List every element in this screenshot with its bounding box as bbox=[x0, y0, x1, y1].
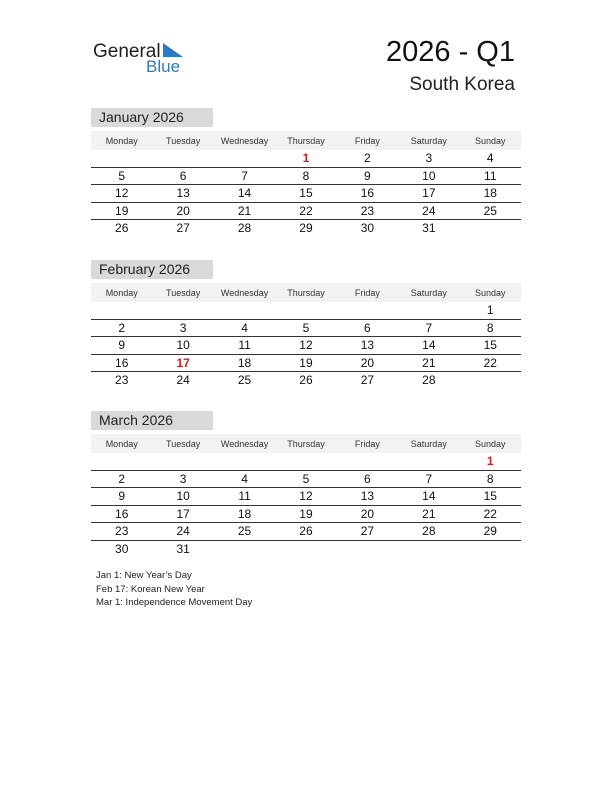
weekday-header: Wednesday bbox=[214, 283, 275, 302]
day-cell: 30 bbox=[115, 541, 129, 556]
day-cell: 8 bbox=[460, 319, 521, 337]
day-cell: 9 bbox=[91, 488, 152, 506]
day-cell: 16 bbox=[91, 505, 152, 523]
week-row bbox=[91, 337, 521, 355]
day-cell: 5 bbox=[275, 470, 336, 488]
day-cell: 1 bbox=[460, 302, 521, 319]
day-cell: 2 bbox=[91, 470, 152, 488]
day-cell bbox=[337, 540, 398, 557]
week-row bbox=[91, 470, 521, 488]
day-cell: 16 bbox=[337, 185, 398, 203]
weekday-header-row bbox=[91, 434, 521, 453]
holiday-note: Jan 1: New Year’s Day bbox=[96, 570, 192, 581]
weekday-header: Thursday bbox=[275, 434, 336, 453]
day-cell: 23 bbox=[337, 202, 398, 220]
weekday-header: Tuesday bbox=[152, 434, 213, 453]
day-cell: 12 bbox=[91, 185, 152, 203]
day-cell bbox=[460, 540, 521, 557]
day-cell: 25 bbox=[460, 202, 521, 220]
day-cell: 15 bbox=[460, 488, 521, 506]
week-row bbox=[91, 150, 521, 167]
day-cell: 6 bbox=[337, 470, 398, 488]
day-cell: 13 bbox=[337, 488, 398, 506]
day-cell bbox=[275, 540, 336, 557]
day-cell: 10 bbox=[398, 167, 459, 185]
weekday-header: Monday bbox=[91, 434, 152, 453]
day-cell bbox=[152, 302, 213, 319]
day-cell: 21 bbox=[398, 354, 459, 372]
day-cell: 7 bbox=[398, 470, 459, 488]
month-label: January 2026 bbox=[91, 108, 213, 127]
day-cell: 13 bbox=[337, 337, 398, 355]
day-cell bbox=[152, 150, 213, 167]
day-cell: 11 bbox=[214, 337, 275, 355]
month-block bbox=[91, 108, 521, 237]
day-cell: 22 bbox=[460, 505, 521, 523]
day-cell: 24 bbox=[152, 523, 213, 541]
month-calendar-table bbox=[91, 283, 521, 389]
day-cell: 25 bbox=[214, 523, 275, 541]
day-cell bbox=[337, 453, 398, 470]
day-cell: 25 bbox=[237, 373, 252, 388]
day-cell: 6 bbox=[337, 319, 398, 337]
month-label: February 2026 bbox=[91, 260, 213, 279]
weekday-header: Tuesday bbox=[152, 131, 213, 150]
month-label: March 2026 bbox=[91, 411, 213, 430]
logo-blue-text: Blue bbox=[146, 57, 181, 76]
day-cell: 8 bbox=[275, 167, 336, 185]
week-row bbox=[91, 202, 521, 220]
holiday-notes bbox=[96, 569, 252, 610]
day-cell: 4 bbox=[460, 150, 521, 167]
day-cell bbox=[91, 150, 152, 167]
day-cell: 19 bbox=[275, 505, 336, 523]
day-cell: 5 bbox=[91, 167, 152, 185]
day-cell: 12 bbox=[275, 337, 336, 355]
day-cell: 28 bbox=[398, 523, 459, 541]
generalblue-logo bbox=[93, 40, 203, 80]
day-cell: 21 bbox=[398, 505, 459, 523]
day-cell: 22 bbox=[460, 354, 521, 372]
day-cell bbox=[91, 302, 152, 319]
holiday-day-cell: 17 bbox=[152, 354, 213, 372]
logo-general-text: General bbox=[93, 41, 161, 62]
day-cell: 27 bbox=[176, 221, 190, 236]
day-cell: 20 bbox=[337, 354, 398, 372]
day-cell: 18 bbox=[460, 185, 521, 203]
day-cell: 2 bbox=[337, 150, 398, 167]
weekday-header: Friday bbox=[337, 131, 398, 150]
weekday-header-row bbox=[91, 283, 521, 302]
day-cell: 15 bbox=[460, 337, 521, 355]
weekday-header: Wednesday bbox=[214, 434, 275, 453]
month-calendar-table bbox=[91, 131, 521, 237]
day-cell: 16 bbox=[91, 354, 152, 372]
weekday-header-row bbox=[91, 131, 521, 150]
day-cell: 21 bbox=[214, 202, 275, 220]
day-cell: 26 bbox=[299, 373, 313, 388]
weekday-header: Saturday bbox=[398, 434, 459, 453]
day-cell bbox=[398, 453, 459, 470]
holiday-note: Mar 1: Independence Movement Day bbox=[96, 597, 253, 608]
week-row bbox=[91, 354, 521, 372]
day-cell: 14 bbox=[214, 185, 275, 203]
day-cell: 23 bbox=[91, 523, 152, 541]
day-cell bbox=[275, 302, 336, 319]
weekday-header: Saturday bbox=[398, 283, 459, 302]
day-cell bbox=[460, 220, 521, 237]
day-cell: 14 bbox=[398, 337, 459, 355]
day-cell: 3 bbox=[152, 470, 213, 488]
day-cell: 3 bbox=[398, 150, 459, 167]
day-cell: 20 bbox=[152, 202, 213, 220]
day-cell: 23 bbox=[115, 373, 129, 388]
day-cell: 27 bbox=[337, 523, 398, 541]
day-cell bbox=[91, 453, 152, 470]
day-cell: 29 bbox=[299, 221, 313, 236]
week-row bbox=[91, 220, 521, 237]
day-cell: 17 bbox=[152, 505, 213, 523]
month-calendar-table bbox=[91, 434, 521, 557]
day-cell: 17 bbox=[398, 185, 459, 203]
day-cell: 28 bbox=[422, 373, 436, 388]
weekday-header: Saturday bbox=[398, 131, 459, 150]
day-cell: 27 bbox=[360, 373, 375, 388]
weekday-header: Monday bbox=[91, 283, 152, 302]
day-cell: 11 bbox=[460, 167, 521, 185]
holiday-day-cell: 1 bbox=[275, 150, 336, 167]
holiday-note: Feb 17: Korean New Year bbox=[96, 583, 205, 595]
weekday-header: Thursday bbox=[275, 283, 336, 302]
day-cell: 31 bbox=[422, 221, 436, 236]
day-cell: 7 bbox=[398, 319, 459, 337]
day-cell: 15 bbox=[275, 185, 336, 203]
day-cell bbox=[214, 302, 275, 319]
day-cell: 14 bbox=[398, 488, 459, 506]
day-cell: 29 bbox=[460, 523, 521, 541]
week-row bbox=[91, 523, 521, 541]
day-cell: 24 bbox=[176, 373, 190, 388]
day-cell bbox=[337, 302, 398, 319]
day-cell: 30 bbox=[360, 221, 375, 236]
week-row bbox=[91, 372, 521, 389]
weekday-header: Sunday bbox=[460, 283, 521, 302]
week-row bbox=[91, 319, 521, 337]
day-cell: 5 bbox=[275, 319, 336, 337]
day-cell bbox=[214, 540, 275, 557]
day-cell bbox=[152, 453, 213, 470]
day-cell: 18 bbox=[214, 354, 275, 372]
day-cell bbox=[398, 540, 459, 557]
day-cell: 22 bbox=[275, 202, 336, 220]
weekday-header: Wednesday bbox=[214, 131, 275, 150]
day-cell: 13 bbox=[152, 185, 213, 203]
weekday-header: Thursday bbox=[275, 131, 336, 150]
day-cell: 28 bbox=[237, 221, 252, 236]
day-cell bbox=[275, 453, 336, 470]
day-cell: 18 bbox=[214, 505, 275, 523]
day-cell: 3 bbox=[152, 319, 213, 337]
day-cell: 8 bbox=[460, 470, 521, 488]
week-row bbox=[91, 185, 521, 203]
day-cell: 2 bbox=[91, 319, 152, 337]
day-cell: 6 bbox=[152, 167, 213, 185]
day-cell: 19 bbox=[275, 354, 336, 372]
day-cell: 31 bbox=[176, 541, 190, 556]
day-cell: 11 bbox=[214, 488, 275, 506]
country-name: South Korea bbox=[409, 74, 515, 95]
day-cell: 20 bbox=[337, 505, 398, 523]
weekday-header: Friday bbox=[337, 283, 398, 302]
day-cell: 19 bbox=[91, 202, 152, 220]
holiday-day-cell: 1 bbox=[460, 453, 521, 470]
day-cell: 12 bbox=[275, 488, 336, 506]
week-row bbox=[91, 302, 521, 319]
day-cell: 10 bbox=[152, 488, 213, 506]
page-title: 2026 - Q1 bbox=[386, 36, 515, 68]
weekday-header: Sunday bbox=[460, 131, 521, 150]
day-cell: 9 bbox=[337, 167, 398, 185]
weekday-header: Monday bbox=[91, 131, 152, 150]
day-cell bbox=[214, 453, 275, 470]
week-row bbox=[91, 540, 521, 557]
day-cell bbox=[460, 372, 521, 389]
day-cell bbox=[398, 302, 459, 319]
month-block bbox=[91, 260, 521, 389]
day-cell: 26 bbox=[115, 221, 129, 236]
logo-triangle-icon bbox=[163, 43, 183, 57]
month-block bbox=[91, 411, 521, 557]
day-cell bbox=[214, 150, 275, 167]
day-cell: 24 bbox=[398, 202, 459, 220]
day-cell: 7 bbox=[214, 167, 275, 185]
day-cell: 9 bbox=[91, 337, 152, 355]
week-row bbox=[91, 488, 521, 506]
weekday-header: Friday bbox=[337, 434, 398, 453]
day-cell: 4 bbox=[214, 470, 275, 488]
day-cell: 4 bbox=[214, 319, 275, 337]
week-row bbox=[91, 505, 521, 523]
day-cell: 10 bbox=[152, 337, 213, 355]
weekday-header: Tuesday bbox=[152, 283, 213, 302]
weekday-header: Sunday bbox=[460, 434, 521, 453]
day-cell: 26 bbox=[275, 523, 336, 541]
week-row bbox=[91, 453, 521, 470]
week-row bbox=[91, 167, 521, 185]
